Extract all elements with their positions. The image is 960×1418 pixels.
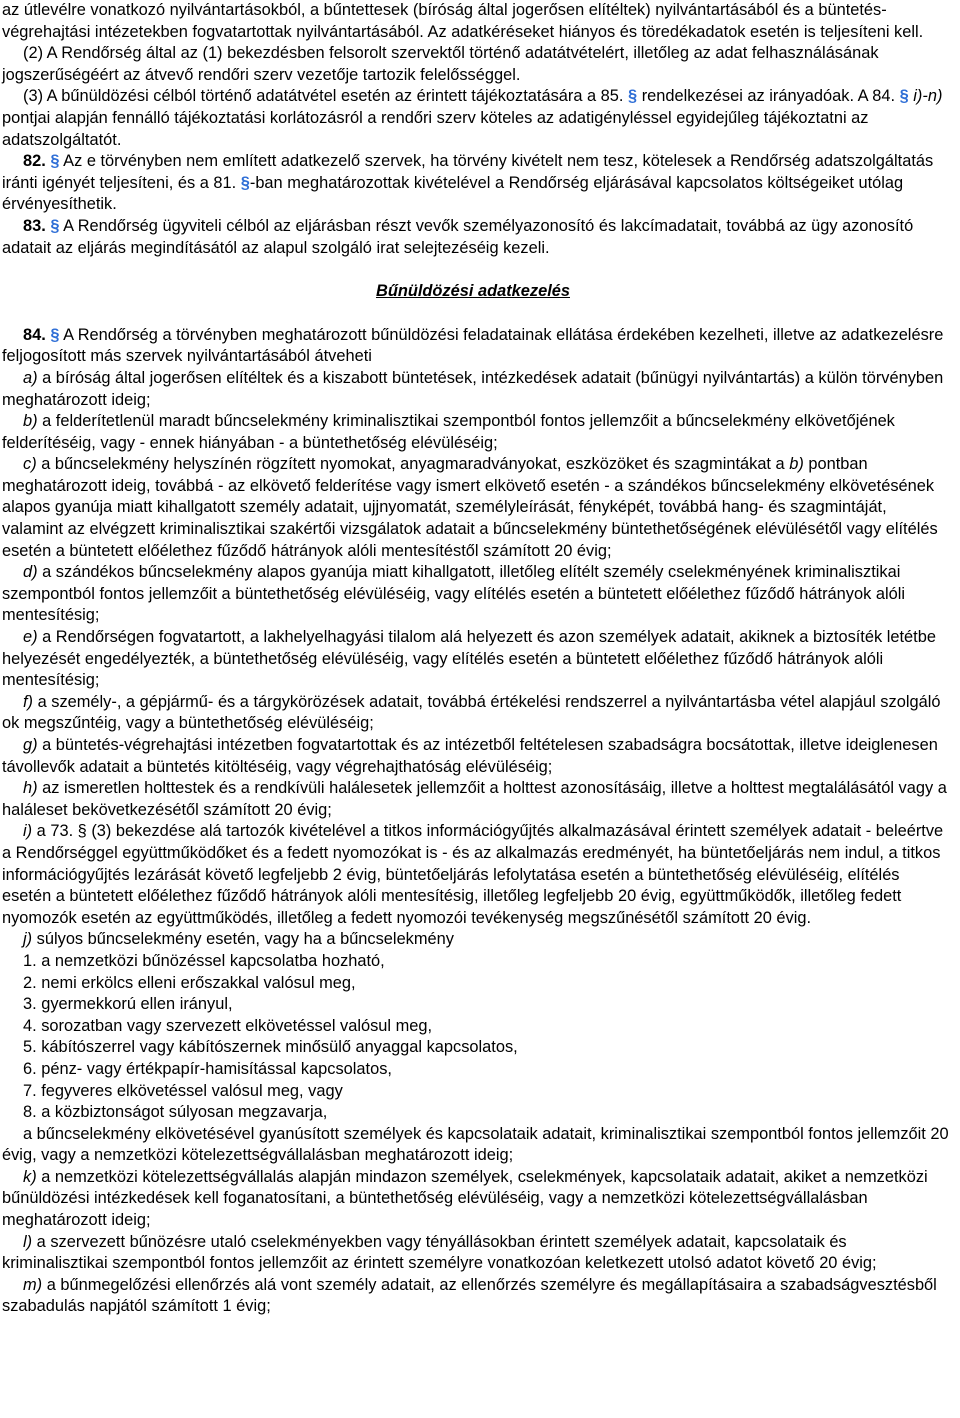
item-letter: f) xyxy=(23,692,34,711)
list-item-l xyxy=(2,1232,952,1275)
item-text: a felderítetlenül maradt bűncselekmény kriminalisztikai szempontból fontos jellemzőit a bűncselekmény elkövetőjének felderítéséig, vagy - ennek hiányában - a büntethetőség elévüléséig; xyxy=(2,412,895,452)
list-item-g xyxy=(2,735,952,778)
paragraph-82-text-a: Az e törvényben nem említett adatkezelő szervek, ha törvény kivételt nem tesz, kötelesek a Rendőrség adatszolgáltatás iránti igényét teljesíteni, és a 81. xyxy=(2,152,934,192)
item-letter: h) xyxy=(23,779,38,798)
section-link[interactable]: § xyxy=(50,216,60,235)
item-text: a szándékos bűncselekmény alapos gyanúja miatt kihallgatott, illetőleg elítélt személy cselekményének kriminalisztikai szempontból fontos jellemzőit a büntethetőség elévüléséig, vagy elítélés esetén a büntetett előélethez fűződő hátrányok alóli mentesítésig; xyxy=(2,563,905,625)
paragraph-83-text: A Rendőrség ügyviteli célból az eljárásban részt vevők személyazonosító és lakcímadatait, továbbá az ügy azonosító adatait az eljárás megindításától az alapul szolgáló irat selejtezéséig kezeli. xyxy=(2,216,914,257)
j-tail: a bűncselekmény elkövetésével gyanúsított személyek és kapcsolataik adatait, kriminalisztikai szempontból fontos jellemzőit 20 évig, vagy a nemzetközi kötelezettségvállalásban meghatározott ideig; xyxy=(2,1124,949,1165)
list-item-e xyxy=(2,627,952,692)
item-text: a bűnmegelőzési ellenőrzés alá vont személy adatait, az ellenőrzés személyre és megállapításaira a szabadságvesztésből szabadulás napjától számított 1 évig; xyxy=(2,1275,937,1316)
item-text: az ismeretlen holttestek és a rendkívüli halálesetek jellemzőit a holttest azonosításáig, illetve a holttest megtalálásától vagy a haláleset bekövetkezésétől számított 20 évig; xyxy=(2,779,947,819)
paragraph-82-text-b: -ban meghatározottak kivételével a Rendőrség eljárásával kapcsolatos költségeiket utólag érvényesíthetik. xyxy=(2,173,904,214)
item-text: a szervezett bűnözésre utaló cselekményekben vagy tényállásokban érintett személyek adatait, kapcsolataik és kriminalisztikai szempontból fontos jellemzőit az érintett személyre vonatkozóan keletkezett utolsó adatot követő 20 évig; xyxy=(2,1232,877,1273)
j-subitem-3: 3. gyermekkorú ellen irányul, xyxy=(23,995,233,1014)
item-letter: c) xyxy=(23,455,37,474)
paragraph-81-3-text-d: pontjai alapján fennálló tájékoztatási korlátozásról a rendőri szerv köteles az adatigényléssel egyidejűleg tájékoztatni az adatszolgáltatót. xyxy=(2,108,869,149)
item-letter: m) xyxy=(23,1275,43,1294)
item-text: a nemzetközi kötelezettségvállalás alapján mindazon személyek, cselekmények, kapcsolataik adatait, akiket a nemzetközi bűnüldözési intézkedések kell foganatosítani, a büntethetőség elévüléséig, vagy a nemzetközi kötelezettségvállalásban meghatározott ideig; xyxy=(2,1167,928,1230)
j-subitem-6: 6. pénz- vagy értékpapír-hamisítással kapcsolatos, xyxy=(23,1059,392,1078)
list-item-c xyxy=(2,454,952,562)
item-letter: a) xyxy=(23,368,38,387)
item-text: a Rendőrségen fogvatartott, a lakhelyelhagyási tilalom alá helyezett és azon személyek adatait, akiknek a biztosíték letétbe helyezését engedélyezték, a büntethetőség elévüléséig, vagy elítélés esetén a büntetett előélethez fűződő hátrányok alóli mentesítésig; xyxy=(2,628,936,690)
section-link[interactable]: § xyxy=(50,152,60,171)
item-letter: l) xyxy=(23,1232,33,1251)
paragraph-number: 83. xyxy=(23,216,46,235)
item-text: a 73. § (3) bekezdése alá tartozók kivételével a titkos információgyűjtés alkalmazásával érintett személyek adatait - beleértve a Rendőrséggel együttműködőket és a fedett nyomozókat is - és az alkalmazás eredményét, ha büntetőeljárás nem indul, a titkos információgyűjtés lezárását követő legfeljebb 2 évig, büntetőeljárás lefolytatása esetén a büntethetőség elévüléséig, elítélés esetén a büntetett előélethez fűződő hátrányok alóli mentesítésig, illetőleg legfeljebb 20 évig, együttműködők, illetőleg fedett nyomozók esetén az együttműködés, illetőleg a fedett nyomozói tevékenység megszűnésétől számított 20 évig. xyxy=(2,822,944,927)
item-letter: j) xyxy=(23,930,33,949)
section-link[interactable]: § xyxy=(899,87,909,106)
continuation-paragraph: az útlevélre vonatkozó nyilvántartásokból, a bűntettesek (bíróság által jogerősen elítéltek) nyilvántartásából és a büntetés-végrehajtási intézetekben fogvatartottak nyilvántartásából. Az adatkéréseket hiányos és töredékadatok esetén is teljesíteni kell. xyxy=(2,1,924,41)
paragraph-81-3-ref: i)-n) xyxy=(913,87,943,106)
item-text: a büntetés-végrehajtási intézetben fogvatartottak és az intézetből feltételesen szabadságra bocsátottak, illetve ideiglenesen távollevők adatait a büntetés kitöltéséig, vagy végrehajthatóság elévüléséig; xyxy=(2,736,938,776)
paragraph-84 xyxy=(2,325,952,368)
item-text: a bíróság által jogerősen elítéltek és a kiszabott büntetések, intézkedések adatait (bűnügyi nyilvántartás) a külön törvényben meghatározott ideig; xyxy=(2,368,944,409)
paragraph-82 xyxy=(2,151,952,216)
item-text: súlyos bűncselekmény esetén, vagy ha a bűncselekmény xyxy=(36,930,454,949)
item-text: a személy-, a gépjármű- és a tárgykörözések adatait, továbbá értékelési rendszerrel a nyilvántartásba vétel alapjául szolgáló ok megszűntéig, vagy a büntethetőség elévüléséig; xyxy=(2,692,941,733)
list-item-h xyxy=(2,778,952,821)
list-item-a xyxy=(2,368,952,411)
j-subitem-2: 2. nemi erkölcs elleni erőszakkal valósul meg, xyxy=(23,973,356,992)
list-item-f xyxy=(2,692,952,735)
item-letter: k) xyxy=(23,1167,37,1186)
item-letter: g) xyxy=(23,736,38,754)
section-link[interactable]: § xyxy=(240,173,250,192)
section-link[interactable]: § xyxy=(628,87,638,106)
paragraph-81-3-text-b: rendelkezései az irányadóak. A 84. xyxy=(641,87,896,106)
paragraph-number: 84. xyxy=(23,325,46,344)
list-item-j xyxy=(2,929,952,951)
list-item-m xyxy=(2,1275,952,1318)
item-letter: e) xyxy=(23,628,38,647)
item-letter: d) xyxy=(23,563,38,582)
paragraph-81-3 xyxy=(2,86,952,151)
item-text: a bűncselekmény helyszínén rögzített nyomokat, anyagmaradványokat, eszközöket és szagmintákat a xyxy=(41,455,785,474)
section-heading: Bűnüldözési adatkezelés xyxy=(375,282,570,301)
list-item-i xyxy=(2,821,952,929)
j-subitem-7: 7. fegyveres elkövetéssel valósul meg, vagy xyxy=(23,1081,343,1100)
paragraph-number: 82. xyxy=(23,152,46,171)
list-item-b xyxy=(2,411,952,454)
list-item-k xyxy=(2,1167,952,1232)
item-letter: i) xyxy=(23,822,33,841)
section-link[interactable]: § xyxy=(50,325,60,344)
paragraph-83 xyxy=(2,216,952,259)
paragraph-81-2: (2) A Rendőrség által az (1) bekezdésben felsorolt szervektől történő adatátvételért, illetőleg az adat felhasználásának jogszerűségéért az átvevő rendőri szerv vezetője tartozik felelősséggel. xyxy=(2,44,879,84)
item-letter: b) xyxy=(23,412,38,431)
item-text: pontban meghatározott ideig, továbbá - az elkövető felderítése vagy ismert elkövető esetén - a szándékos bűncselekmény elkövetésének alapos gyanúja miatt kihallgatott személy adatait, ujjnyomatát, személyleírását, fényképét, továbbá hang- és szagmintáját, valamint az elvégzett kriminalisztikai szakértői vizsgálatok adatait a bűncselekmény büntethetőségének elévülésétől vagy elítélés esetén a büntetett előélethez fűződő hátrányok alóli mentesítéstől számított 20 évig; xyxy=(2,455,938,560)
paragraph-81-3-text-a: (3) A bűnüldözési célból történő adatátvétel esetén az érintett tájékoztatására a 85. xyxy=(23,87,624,106)
list-item-d xyxy=(2,562,952,627)
j-subitem-5: 5. kábítószerrel vagy kábítószernek minősülő anyaggal kapcsolatos, xyxy=(23,1038,518,1057)
item-ref: b) xyxy=(789,455,804,474)
j-subitem-8: 8. a közbiztonságot súlyosan megzavarja, xyxy=(23,1103,328,1122)
j-subitem-1: 1. a nemzetközi bűnözéssel kapcsolatba hozható, xyxy=(23,951,385,970)
paragraph-84-intro: A Rendőrség a törvényben meghatározott bűnüldözési feladatainak ellátása érdekében kezelheti, illetve az adatkezelésre feljogosított más szervek nyilvántartásából átveheti xyxy=(2,325,944,366)
j-subitem-4: 4. sorozatban vagy szervezett elkövetéssel valósul meg, xyxy=(23,1016,433,1035)
